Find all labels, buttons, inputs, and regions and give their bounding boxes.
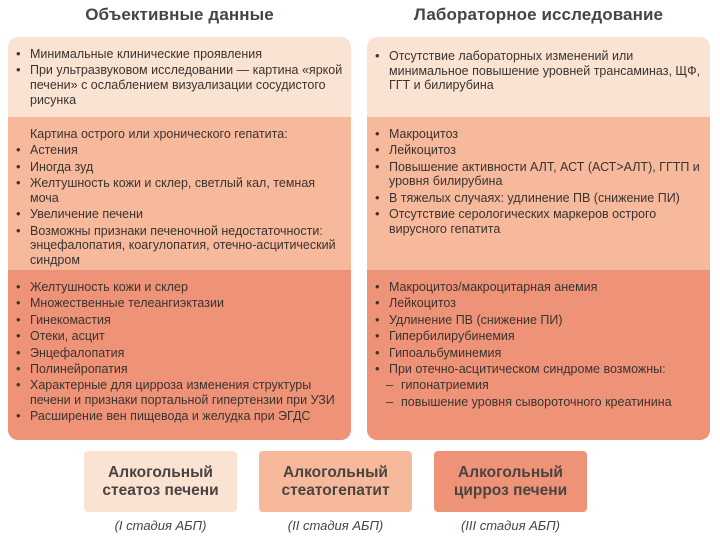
- list-item: • Гипербилирубинемия: [375, 329, 702, 344]
- sub-list-item: – гипонатриемия: [375, 378, 702, 393]
- list-item: • Желтушность кожи и склер: [16, 280, 343, 295]
- list-item: • Увеличение печени: [16, 207, 343, 222]
- list-item: • Возможны признаки печеночной недостаточности: энцефалопатия, коагулопатия, отечно-асцитический синдром: [16, 224, 343, 268]
- lab-stage3-band: [367, 270, 710, 440]
- stage-title-line2: стеатоз печени: [102, 481, 219, 499]
- list-item: • Лейкоцитоз: [375, 296, 702, 311]
- lab-header: Лабораторное исследование: [413, 5, 664, 24]
- sub-list-item: – повышение уровня сывороточного креатинина: [375, 395, 702, 410]
- objective-stage2-band: [8, 117, 351, 270]
- list-item: • Отсутствие лабораторных изменений или минимальное повышение уровней трансаминаз, ЩФ, ГГТ и билирубина: [375, 49, 702, 93]
- objective-stage3-band: [8, 270, 351, 440]
- list-item: • При ультразвуковом исследовании — картина «яркой печени» с ослаблением визуализации сосудистого рисунка: [16, 63, 343, 107]
- list-item: • Иногда зуд: [16, 160, 343, 175]
- list-item: • Характерные для цирроза изменения структуры печени и признаки портальной гипертензии при УЗИ: [16, 378, 343, 407]
- list-item: • В тяжелых случаях: удлинение ПВ (снижение ПИ): [375, 191, 702, 206]
- stage-box-steatosis: [84, 451, 237, 512]
- list-item: • Отсутствие серологических маркеров острого вирусного гепатита: [375, 207, 702, 236]
- lab-stage1-band: [367, 37, 710, 117]
- list-item: • Макроцитоз: [375, 127, 702, 142]
- objective-stage1-band: [8, 37, 351, 117]
- stage-box-cirrhosis: [434, 451, 587, 512]
- stage-title-line2: цирроз печени: [453, 481, 568, 499]
- list-item: • Астения: [16, 143, 343, 158]
- list-item: • Расширение вен пищевода и желудка при ЭГДС: [16, 409, 343, 424]
- stage-title-line1: Алкогольный: [108, 463, 213, 481]
- list-item: • При отечно-асцитическом синдроме возможны:: [375, 362, 702, 377]
- list-item: • Гипоальбуминемия: [375, 346, 702, 361]
- list-item: • Повышение активности АЛТ, АСТ (АСТ>АЛТ), ГГТП и уровня билирубина: [375, 160, 702, 189]
- list-item: • Энцефалопатия: [16, 346, 343, 361]
- stage-label-1: (I стадия АБП): [114, 518, 207, 533]
- list-item: • Лейкоцитоз: [375, 143, 702, 158]
- stage-title-line2: стеатогепатит: [281, 481, 390, 499]
- stage-label-2: (II стадия АБП): [287, 518, 384, 533]
- list-item: • Желтушность кожи и склер, светлый кал, темная моча: [16, 176, 343, 205]
- list-item: • Полинейропатия: [16, 362, 343, 377]
- stage-label-3: (III стадия АБП): [460, 518, 561, 533]
- list-item: • Макроцитоз/макроцитарная анемия: [375, 280, 702, 295]
- list-item: • Гинекомастия: [16, 313, 343, 328]
- objective-column: [8, 37, 351, 440]
- list-item: • Множественные телеангиэктазии: [16, 296, 343, 311]
- lab-column: [367, 37, 710, 440]
- stage-box-steatohepatitis: [259, 451, 412, 512]
- stage-title-line1: Алкогольный: [283, 463, 388, 481]
- list-item: • Отеки, асцит: [16, 329, 343, 344]
- list-item: • Минимальные клинические проявления: [16, 47, 343, 62]
- objective-stage2-lead: Картина острого или хронического гепатита:: [30, 127, 288, 141]
- objective-header: Объективные данные: [85, 5, 274, 24]
- list-item: • Удлинение ПВ (снижение ПИ): [375, 313, 702, 328]
- lab-stage2-band: [367, 117, 710, 270]
- stage-title-line1: Алкогольный: [458, 463, 563, 481]
